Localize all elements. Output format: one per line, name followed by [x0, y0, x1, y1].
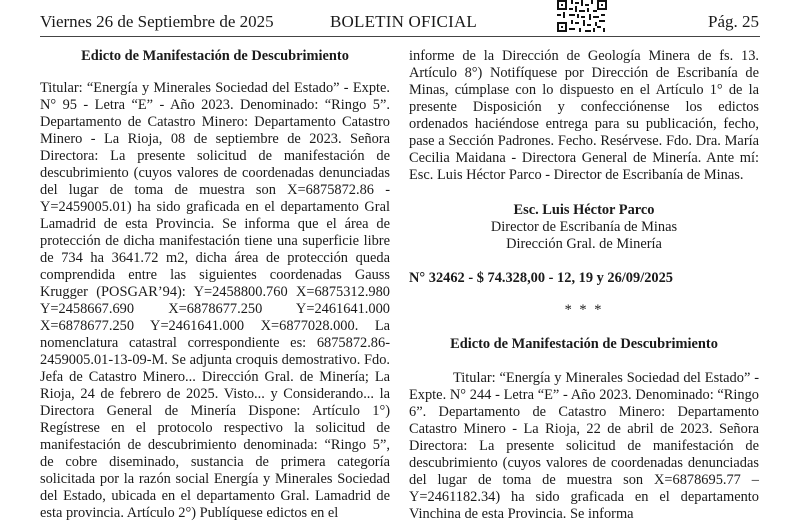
notice-number: N° 32462 - $ 74.328,00 - 12, 19 y 26/09/2025 — [409, 270, 673, 286]
page-header — [0, 0, 798, 34]
signature-office: Dirección Gral. de Minería — [506, 236, 662, 252]
edict-body: Titular: “Energía y Minerales Sociedad del Estado” - Expte. N° 95 - Letra “E” - Año 2023. Denominado: “Ringo 5”. Departamento de Catastro Minero: Departamento Catastro Minero - La Rioja, 08 de septiembre de 2023. Señora Directora: La presente solicitud de manifestación de descubrimiento (cuyos valores de coordenadas denunciadas del lugar de toma de muestra son X=6875872.86 - Y=2459005.01) ha sido graficada en el departamento Gral Lamadrid de esta Provincia. Se informa que el área de protección de dicha manifestación tiene una superficie libre de 734 ha 3641.72 m2, dicha área de protección queda comprendida entre las siguientes coordenadas Gauss Krugger (POSGAR’94): Y=2458800.760 X=6875312.980 Y=2458667.690 X=6878677.250 Y=2461641.000 X=6878677.250 Y=2461641.000 X=6877028.000. La nomenclatura catastral correspondiente es: 6875872.86-2459005.01-13-09-M. Se adjunta croquis demostrativo. Fdo. Jefa de Catastro Minero... Dirección Gral. de Minería; La Rioja, 24 de febrero de 2025. Visto... y Considerando... la Directora General de Minería Dispone: Artículo 1°) Regístrese en el protocolo respectivo la solicitud de manifestación de descubrimiento denominada: “Ringo 5”, de cobre diseminado, sustancia de primera categoría solicitada por la razón social Energía y Minerales Sociedad del Estado, ubicada en el departamento Gral. Lamadrid de esta provincia. Artículo 2°) Publíquese edictos en el — [40, 80, 390, 521]
second-edict-title: Edicto de Manifestación de Descubrimiento — [450, 336, 718, 352]
right-column — [409, 48, 759, 523]
edict-continuation: informe de la Dirección de Geología Minera de fs. 13. Artículo 8°) Notifíquese por Dirección de Escribanía de Minas, cúmplase con lo dispuesto en el Artículo 1° de la presente Disposición y confecciónense los edictos ordenados haciéndose entrega para su publicación, fecho, pase a Sección Padrones. Fecho. Resérvese. Fdo. Dra. María Cecilia Maidana - Directora General de Minería. Ante mí: Esc. Luis Héctor Parco - Director de Escribanía de Minas. — [409, 48, 759, 183]
header-date: Viernes 26 de Septiembre de 2025 — [40, 12, 274, 31]
second-edict-body: Titular: “Energía y Minerales Sociedad del Estado” - Expte. N° 244 - Letra “E” - Año 2023. Denominado: “Ringo 6”. Departamento de Catastro Minero: Departamento Catastro Minero - La Rioja, 22 de abril de 2023. Señora Directora: La presente solicitud de manifestación de descubrimiento (cuyos valores de coordenadas denunciadas del lugar de toma de muestra son X=6878695.77 – Y=2461182.34) ha sido graficada en el departamento Vinchina de esta Provincia. Se informa — [409, 370, 759, 522]
signature-title: Director de Escribanía de Minas — [490, 219, 678, 235]
left-column — [40, 48, 390, 522]
header-page-number: Pág. 25 — [708, 12, 759, 31]
section-separator: * * * — [564, 302, 604, 318]
edict-title: Edicto de Manifestación de Descubrimiento — [81, 48, 349, 64]
header-publication-title: BOLETIN OFICIAL — [330, 12, 478, 31]
header-divider — [40, 36, 760, 37]
signature-name: Esc. Luis Héctor Parco — [513, 202, 655, 218]
qr-code-icon — [557, 0, 607, 32]
